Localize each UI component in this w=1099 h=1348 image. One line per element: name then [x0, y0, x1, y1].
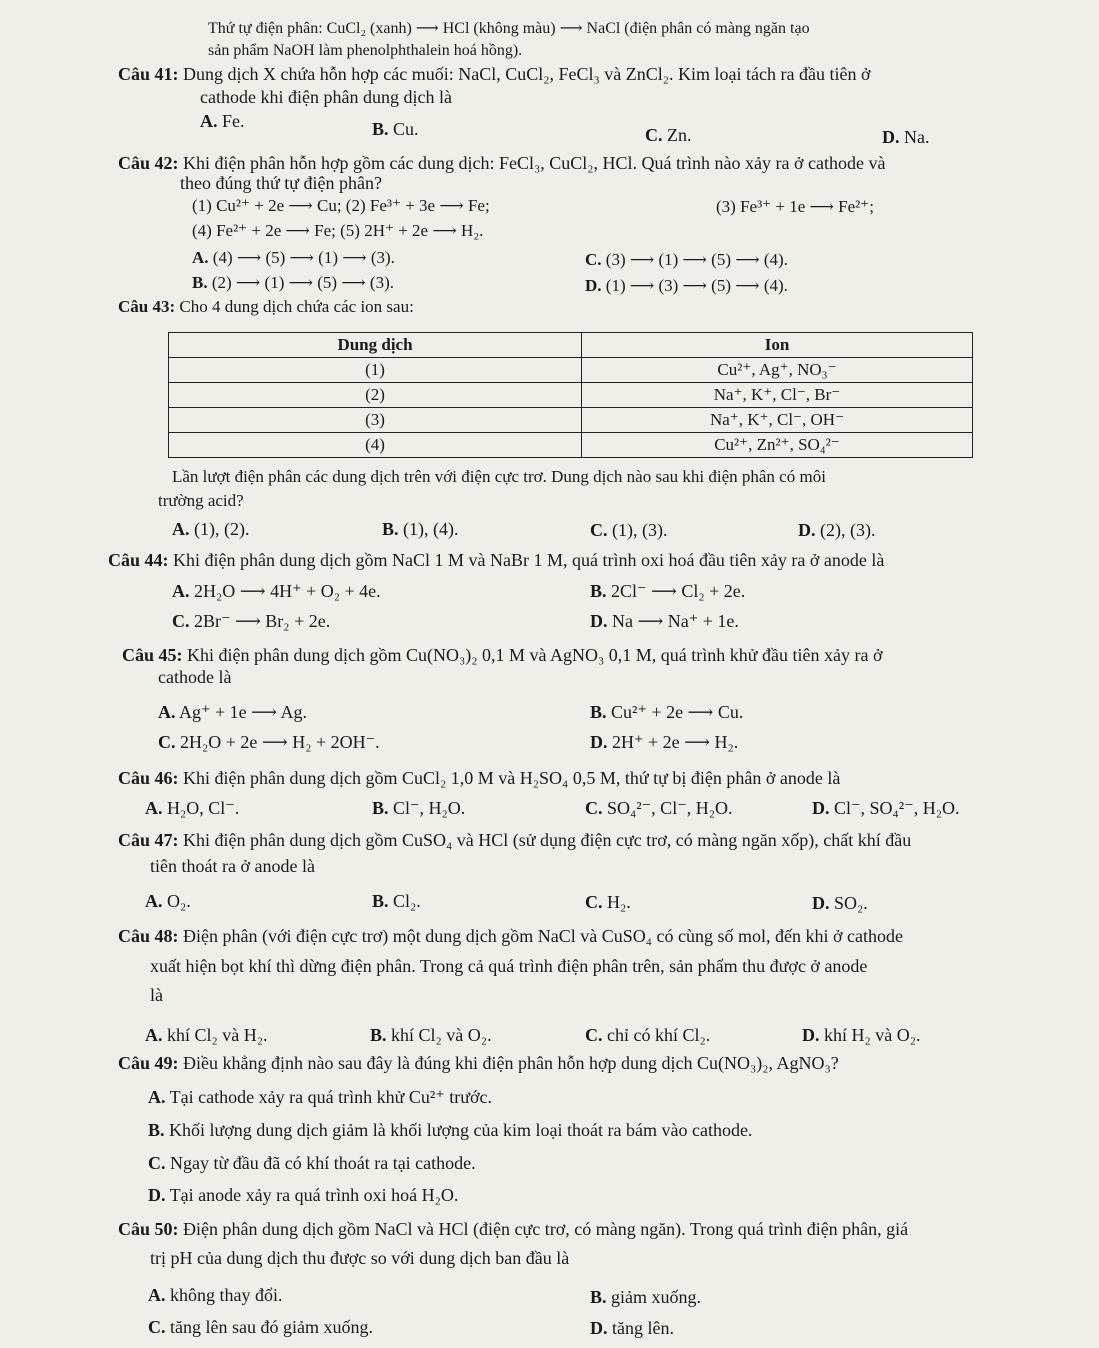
q41-option-d[interactable]: D. Na. [882, 127, 930, 147]
question-42-text-2: theo đúng thứ tự điện phân? [180, 173, 382, 193]
question-49-text: Điều khẳng định nào sau đây là đúng khi điện phân hỗn hợp dung dịch Cu(NO₃)₂, AgNO₃? [183, 1053, 839, 1073]
question-45-text-2: cathode là [158, 667, 232, 687]
question-47-text-2: tiên thoát ra ở anode là [150, 856, 315, 876]
question-41-text: Dung dịch X chứa hỗn hợp các muối: NaCl, CuCl₂, FeCl₃ và ZnCl₂. Kim loại tách ra đầu tiên ở [183, 64, 871, 84]
question-48-text-3: là [150, 985, 163, 1005]
q44-option-d[interactable]: D. Na ⟶ Na⁺ + 1e. [590, 611, 739, 631]
intro-line-2: sản phẩm NaOH làm phenolphthalein hoá hồng). [208, 42, 523, 59]
question-44 [108, 549, 884, 571]
question-42-text: Khi điện phân hỗn hợp gồm các dung dịch: FeCl₃, CuCl₂, HCl. Quá trình nào xảy ra ở cathode và [183, 153, 886, 173]
q41-option-b[interactable]: B. Cu. [372, 119, 419, 139]
question-50 [118, 1218, 908, 1240]
q45-option-d[interactable]: D. 2H⁺ + 2e ⟶ H₂. [590, 732, 739, 752]
question-48 [118, 925, 903, 947]
ion-table-cell-ions: Na⁺, K⁺, Cl⁻, OH⁻ [582, 408, 973, 433]
q42-reaction-3: (3) Fe³⁺ + 1e ⟶ Fe²⁺; [716, 197, 874, 216]
q43-option-a[interactable]: A. (1), (2). [172, 519, 250, 539]
q48-option-b[interactable]: B. khí Cl₂ và O₂. [370, 1025, 492, 1045]
question-43-label: Câu 43: [118, 297, 176, 316]
question-46 [118, 767, 840, 789]
q42-option-b[interactable]: B. (2) ⟶ (1) ⟶ (5) ⟶ (3). [192, 273, 394, 292]
q41-option-a[interactable]: A. Fe. [200, 111, 245, 131]
q49-option-d[interactable]: D. Tại anode xảy ra quá trình oxi hoá H₂O. [148, 1185, 459, 1205]
question-41 [118, 63, 871, 85]
q50-option-b[interactable]: B. giảm xuống. [590, 1287, 702, 1307]
ion-table-cell-solution: (4) [169, 433, 582, 458]
q46-option-c[interactable]: C. SO₄²⁻, Cl⁻, H₂O. [585, 798, 733, 818]
q43-option-b[interactable]: B. (1), (4). [382, 519, 459, 539]
question-50-label: Câu 50: [118, 1219, 179, 1239]
q45-option-c[interactable]: C. 2H₂O + 2e ⟶ H₂ + 2OH⁻. [158, 732, 380, 752]
ion-table-cell-solution: (2) [169, 383, 582, 408]
question-49 [118, 1052, 839, 1074]
q50-option-d[interactable]: D. tăng lên. [590, 1318, 674, 1338]
q44-option-a[interactable]: A. 2H₂O ⟶ 4H⁺ + O₂ + 4e. [172, 581, 381, 601]
question-43 [118, 296, 414, 318]
table-row [169, 383, 973, 408]
q46-option-d[interactable]: D. Cl⁻, SO₄²⁻, H₂O. [812, 798, 960, 818]
ion-table-header-solution: Dung dịch [169, 333, 582, 358]
question-45-text: Khi điện phân dung dịch gồm Cu(NO₃)₂ 0,1 M và AgNO₃ 0,1 M, quá trình khử đầu tiên xảy ra ở [187, 645, 883, 665]
ion-table [168, 332, 973, 458]
question-46-text: Khi điện phân dung dịch gồm CuCl₂ 1,0 M và H₂SO₄ 0,5 M, thứ tự bị điện phân ở anode là [183, 768, 841, 788]
q46-option-a[interactable]: A. H₂O, Cl⁻. [145, 798, 240, 818]
question-49-label: Câu 49: [118, 1053, 179, 1073]
q49-option-c[interactable]: C. Ngay từ đầu đã có khí thoát ra tại cathode. [148, 1153, 476, 1173]
question-48-text-2: xuất hiện bọt khí thì dừng điện phân. Trong cả quá trình điện phân trên, sản phẩm thu được ở anode [150, 956, 868, 976]
q42-option-d[interactable]: D. (1) ⟶ (3) ⟶ (5) ⟶ (4). [585, 276, 788, 295]
table-row [169, 358, 973, 383]
question-41-label: Câu 41: [118, 64, 179, 84]
question-43-text-2: Lần lượt điện phân các dung dịch trên với điện cực trơ. Dung dịch nào sau khi điện phân có môi [172, 467, 826, 486]
ion-table-cell-solution: (3) [169, 408, 582, 433]
q46-option-b[interactable]: B. Cl⁻, H₂O. [372, 798, 466, 818]
question-50-text-2: trị pH của dung dịch thu được so với dung dịch ban đầu là [150, 1248, 570, 1268]
q42-reactions-4-5: (4) Fe²⁺ + 2e ⟶ Fe; (5) 2H⁺ + 2e ⟶ H₂. [192, 221, 484, 240]
q42-reactions-1-2: (1) Cu²⁺ + 2e ⟶ Cu; (2) Fe³⁺ + 3e ⟶ Fe; [192, 196, 490, 215]
question-43-text: Cho 4 dung dịch chứa các ion sau: [179, 297, 414, 316]
intro-line-1: Thứ tự điện phân: CuCl₂ (xanh) ⟶ HCl (không màu) ⟶ NaCl (điện phân có màng ngăn tạo [208, 20, 810, 37]
ion-table-header-row [169, 333, 973, 358]
q41-option-c[interactable]: C. Zn. [645, 125, 692, 145]
q43-option-d[interactable]: D. (2), (3). [798, 520, 876, 540]
question-42-label: Câu 42: [118, 153, 179, 173]
question-47-label: Câu 47: [118, 830, 179, 850]
q48-option-d[interactable]: D. khí H₂ và O₂. [802, 1025, 921, 1045]
question-43-text-3: trường acid? [158, 491, 244, 510]
question-46-label: Câu 46: [118, 768, 179, 788]
q49-option-a[interactable]: A. Tại cathode xảy ra quá trình khử Cu²⁺ trước. [148, 1087, 493, 1107]
question-48-label: Câu 48: [118, 926, 179, 946]
question-48-text: Điện phân (với điện cực trơ) một dung dịch gồm NaCl và CuSO₄ có cùng số mol, đến khi ở cathode [183, 926, 903, 946]
question-47-text: Khi điện phân dung dịch gồm CuSO₄ và HCl (sử dụng điện cực trơ, có màng ngăn xốp), chất khí đầu [183, 830, 912, 850]
table-row [169, 408, 973, 433]
ion-table-cell-ions: Cu²⁺, Zn²⁺, SO₄²⁻ [582, 433, 973, 458]
q47-option-c[interactable]: C. H₂. [585, 892, 631, 912]
question-44-text: Khi điện phân dung dịch gồm NaCl 1 M và NaBr 1 M, quá trình oxi hoá đầu tiên xảy ra ở anode là [173, 550, 885, 570]
q45-option-a[interactable]: A. Ag⁺ + 1e ⟶ Ag. [158, 702, 307, 722]
question-44-label: Câu 44: [108, 550, 169, 570]
question-45-label: Câu 45: [122, 645, 183, 665]
q43-option-c[interactable]: C. (1), (3). [590, 520, 668, 540]
q50-option-c[interactable]: C. tăng lên sau đó giảm xuống. [148, 1317, 373, 1337]
q44-option-b[interactable]: B. 2Cl⁻ ⟶ Cl₂ + 2e. [590, 581, 746, 601]
question-42 [118, 152, 885, 174]
question-45 [122, 644, 883, 666]
table-row [169, 433, 973, 458]
question-41-text-2: cathode khi điện phân dung dịch là [200, 87, 452, 107]
q44-option-c[interactable]: C. 2Br⁻ ⟶ Br₂ + 2e. [172, 611, 331, 631]
q47-option-a[interactable]: A. O₂. [145, 891, 191, 911]
q49-option-b[interactable]: B. Khối lượng dung dịch giảm là khối lượng của kim loại thoát ra bám vào cathode. [148, 1120, 753, 1140]
q50-option-a[interactable]: A. không thay đổi. [148, 1285, 283, 1305]
ion-table-header-ion: Ion [582, 333, 973, 358]
q42-option-a[interactable]: A. (4) ⟶ (5) ⟶ (1) ⟶ (3). [192, 248, 395, 267]
q47-option-d[interactable]: D. SO₂. [812, 893, 868, 913]
ion-table-cell-ions: Na⁺, K⁺, Cl⁻, Br⁻ [582, 383, 973, 408]
q45-option-b[interactable]: B. Cu²⁺ + 2e ⟶ Cu. [590, 702, 744, 722]
ion-table-cell-ions: Cu²⁺, Ag⁺, NO₃⁻ [582, 358, 973, 383]
q42-option-c[interactable]: C. (3) ⟶ (1) ⟶ (5) ⟶ (4). [585, 250, 788, 269]
question-47 [118, 829, 911, 851]
q48-option-a[interactable]: A. khí Cl₂ và H₂. [145, 1025, 268, 1045]
q48-option-c[interactable]: C. chỉ có khí Cl₂. [585, 1025, 711, 1045]
question-50-text: Điện phân dung dịch gồm NaCl và HCl (điện cực trơ, có màng ngăn). Trong quá trình điện phân, giá [183, 1219, 909, 1239]
ion-table-cell-solution: (1) [169, 358, 582, 383]
q47-option-b[interactable]: B. Cl₂. [372, 891, 421, 911]
